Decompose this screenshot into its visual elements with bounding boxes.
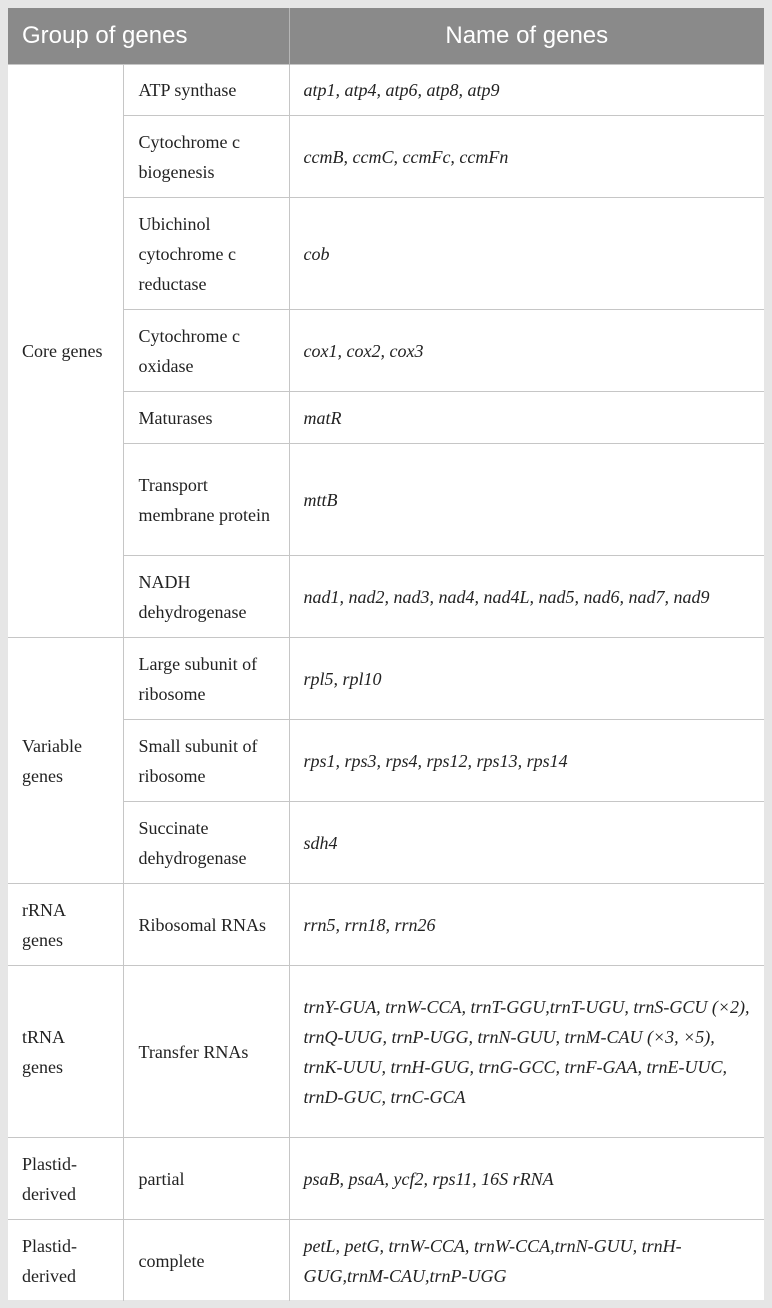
group-cell-plastid-complete: Plastid-derived <box>8 1220 123 1302</box>
genes-cell: sdh4 <box>289 802 764 884</box>
genes-cell: atp1, atp4, atp6, atp8, atp9 <box>289 65 764 116</box>
subgroup-cell: Large subunit of ribosome <box>123 638 289 720</box>
subgroup-cell: partial <box>123 1138 289 1220</box>
table-row <box>8 65 764 116</box>
subgroup-cell: Maturases <box>123 392 289 444</box>
subgroup-cell: complete <box>123 1220 289 1302</box>
genes-cell: nad1, nad2, nad3, nad4, nad4L, nad5, nad6, nad7, nad9 <box>289 556 764 638</box>
genes-cell: petL, petG, trnW-CCA, trnW-CCA,trnN-GUU, trnH-GUG,trnM-CAU,trnP-UGG <box>289 1220 764 1302</box>
group-cell-rrna: rRNA genes <box>8 884 123 966</box>
subgroup-cell: Transfer RNAs <box>123 966 289 1138</box>
table-header <box>8 8 764 65</box>
subgroup-cell: Cytochrome c biogenesis <box>123 116 289 198</box>
genes-cell: trnY-GUA, trnW-CCA, trnT-GGU,trnT-UGU, trnS-GCU (×2), trnQ-UUG, trnP-UGG, trnN-GUU, trnM-CAU (×3, ×5), trnK-UUU, trnH-GUG, trnG-GCC, trnF-GAA, trnE-UUC, trnD-GUC, trnC-GCA <box>289 966 764 1138</box>
subgroup-cell: Ribosomal RNAs <box>123 884 289 966</box>
table-row <box>8 884 764 966</box>
genes-cell: cob <box>289 198 764 310</box>
header-group-of-genes: Group of genes <box>8 8 289 65</box>
genes-cell: psaB, psaA, ycf2, rps11, 16S rRNA <box>289 1138 764 1220</box>
group-cell-variable: Variable genes <box>8 638 123 884</box>
subgroup-cell: Cytochrome c oxidase <box>123 310 289 392</box>
genes-table <box>8 8 764 1301</box>
genes-cell: mttB <box>289 444 764 556</box>
genes-cell: matR <box>289 392 764 444</box>
genes-cell: cox1, cox2, cox3 <box>289 310 764 392</box>
genes-cell: rpl5, rpl10 <box>289 638 764 720</box>
genes-cell: ccmB, ccmC, ccmFc, ccmFn <box>289 116 764 198</box>
group-cell-core: Core genes <box>8 65 123 638</box>
group-cell-trna: tRNA genes <box>8 966 123 1138</box>
genes-cell: rrn5, rrn18, rrn26 <box>289 884 764 966</box>
table-row <box>8 1138 764 1220</box>
subgroup-cell: Small subunit of ribosome <box>123 720 289 802</box>
table-row <box>8 966 764 1138</box>
header-name-of-genes: Name of genes <box>289 8 764 65</box>
subgroup-cell: Transport membrane protein <box>123 444 289 556</box>
table-row <box>8 1220 764 1302</box>
subgroup-cell: NADH dehydrogenase <box>123 556 289 638</box>
subgroup-cell: Succinate dehydrogenase <box>123 802 289 884</box>
subgroup-cell: ATP synthase <box>123 65 289 116</box>
table-row <box>8 638 764 720</box>
group-cell-plastid-partial: Plastid-derived <box>8 1138 123 1220</box>
genes-cell: rps1, rps3, rps4, rps12, rps13, rps14 <box>289 720 764 802</box>
subgroup-cell: Ubichinol cytochrome c reductase <box>123 198 289 310</box>
